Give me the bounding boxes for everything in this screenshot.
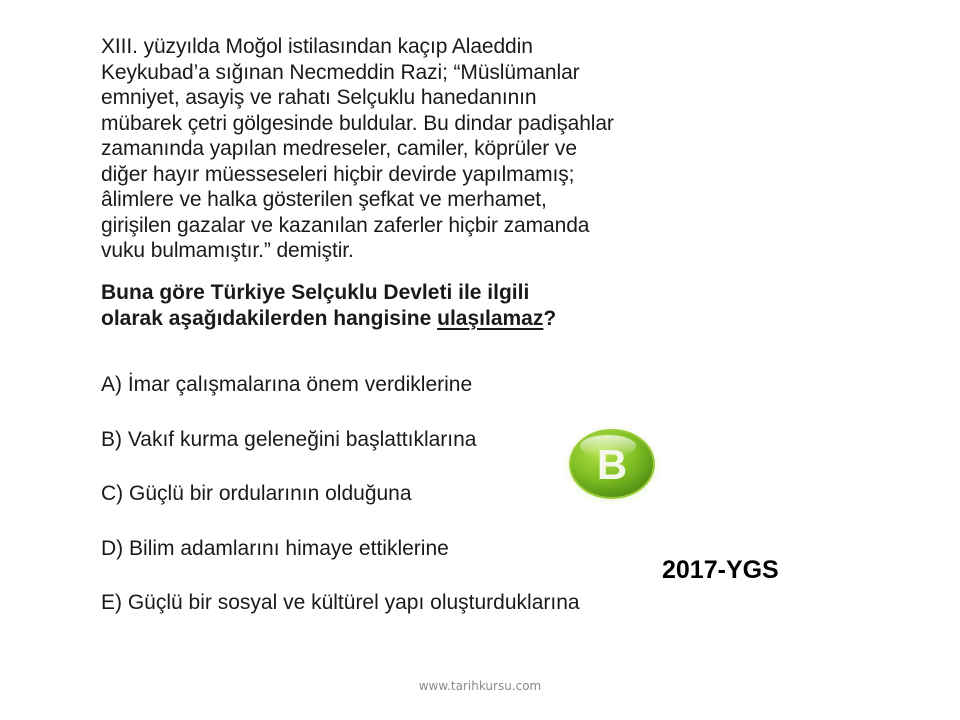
option-letter: D)	[101, 537, 124, 560]
option-text: Bilim adamlarını himaye ettiklerine	[129, 537, 449, 560]
question-line-2-prefix: olarak aşağıdakilerden hangisine	[101, 307, 438, 330]
passage-line: XIII. yüzyılda Moğol istilasından kaçıp Alaeddin	[101, 35, 533, 58]
option-b[interactable]	[101, 427, 476, 453]
answer-badge	[560, 420, 664, 506]
question-line-1: Buna göre Türkiye Selçuklu Devleti ile ilgili	[101, 281, 530, 304]
option-a[interactable]	[101, 372, 472, 398]
passage-line: emniyet, asayiş ve rahatı Selçuklu hanedanının	[101, 86, 537, 109]
option-text: Güçlü bir sosyal ve kültürel yapı oluşturduklarına	[127, 591, 580, 614]
option-text: İmar çalışmalarına önem verdiklerine	[127, 373, 473, 396]
option-c[interactable]	[101, 481, 412, 507]
option-letter: B)	[101, 428, 122, 451]
passage-line: zamanında yapılan medreseler, camiler, köprüler ve	[101, 137, 577, 160]
option-text: Güçlü bir ordularının olduğuna	[129, 482, 412, 505]
answer-badge-graphic	[560, 420, 664, 506]
footer-website: www.tarihkursu.com	[418, 679, 542, 693]
passage-line: âlimlere ve halka gösterilen şefkat ve merhamet,	[101, 188, 547, 211]
question-line-2	[101, 306, 701, 332]
question-passage	[101, 34, 701, 264]
answer-letter: B	[596, 441, 628, 488]
passage-line: mübarek çetri gölgesinde buldular. Bu dindar padişahlar	[101, 111, 614, 135]
passage-line: vuku bulmamıştır.” demiştir.	[101, 239, 354, 262]
option-letter: E)	[101, 591, 122, 614]
question-emphasis: ulaşılamaz	[437, 307, 544, 330]
option-d[interactable]	[101, 536, 449, 562]
option-text: Vakıf kurma geleneğini başlattıklarına	[127, 428, 477, 451]
option-e[interactable]	[101, 590, 580, 616]
exam-label: 2017-YGS	[662, 556, 779, 584]
passage-line: diğer hayır müesseseleri hiçbir devirde yapılmamış;	[101, 162, 575, 186]
option-letter: A)	[101, 373, 122, 396]
passage-line: girişilen gazalar ve kazanılan zaferler hiçbir zamanda	[101, 213, 590, 237]
question-mark: ?	[543, 307, 557, 330]
passage-line: Keykubad’a sığınan Necmeddin Razi; “Müslümanlar	[101, 60, 580, 84]
option-letter: C)	[101, 482, 124, 505]
question-stem	[101, 280, 701, 332]
